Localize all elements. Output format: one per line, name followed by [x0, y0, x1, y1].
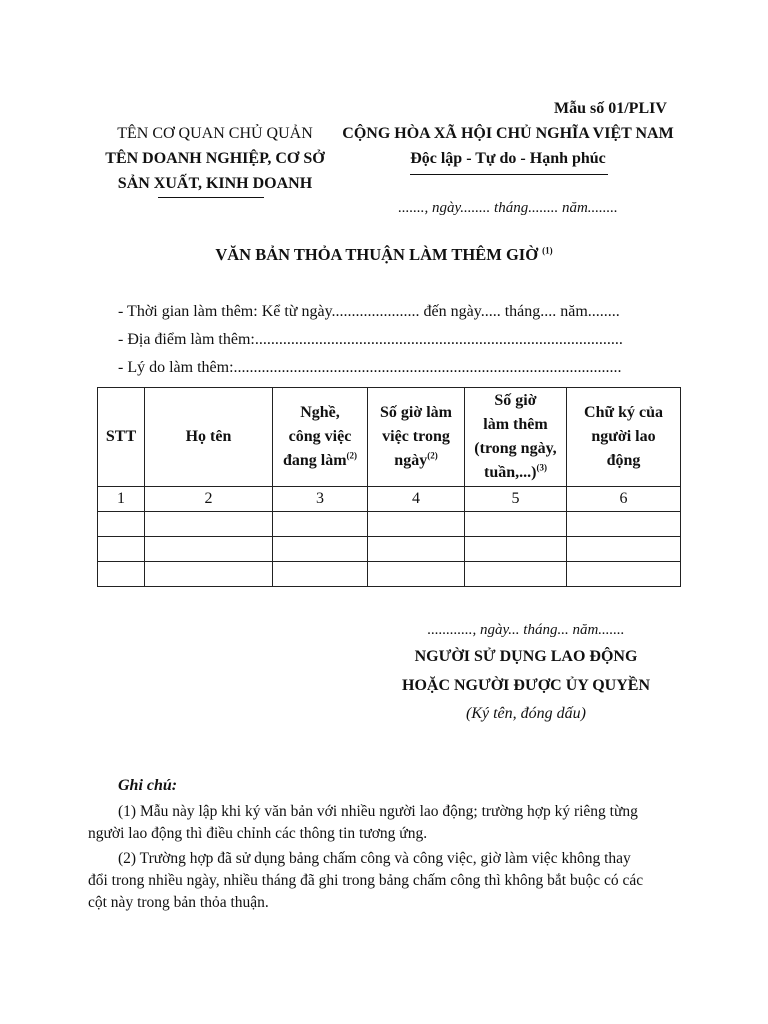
numbering-cell: 3 [273, 487, 368, 512]
header-occupation-line2: công việc [288, 428, 352, 445]
field-location: - Địa điểm làm thêm:............................................................................................ [118, 331, 623, 348]
header-occupation-line1: Nghề, [300, 404, 340, 421]
header-overtime-line2: làm thêm [483, 416, 548, 433]
document-title [0, 245, 768, 265]
table-header-row [98, 388, 681, 487]
table-cell[interactable] [368, 512, 465, 537]
notes-heading: Ghi chú: [118, 777, 178, 794]
header-occupation [273, 388, 368, 487]
table-cell[interactable] [567, 512, 681, 537]
table-cell[interactable] [273, 562, 368, 587]
table-cell[interactable] [567, 562, 681, 587]
header-occupation-footnote: (2) [346, 450, 358, 461]
numbering-cell: 6 [567, 487, 681, 512]
table-cell[interactable] [368, 562, 465, 587]
table-row [98, 512, 681, 537]
header-overtime-hours [465, 388, 567, 487]
form-code: Mẫu số 01/PLIV [554, 100, 667, 117]
table-cell[interactable] [145, 537, 273, 562]
header-overtime-line1: Số giờ [494, 392, 537, 409]
header-stt: STT [98, 388, 145, 487]
table-cell[interactable] [98, 562, 145, 587]
header-work-hours-line3 [368, 449, 464, 473]
signature-title-line1: NGƯỜI SỬ DỤNG LAO ĐỘNG [414, 648, 638, 665]
header-work-hours-footnote: (2) [427, 450, 438, 461]
field-time: - Thời gian làm thêm: Kể từ ngày...................... đến ngày..... tháng.... năm........ [118, 303, 620, 320]
header-signature-line3: động [606, 452, 641, 469]
header-work-hours-line2: việc trong [382, 428, 450, 445]
header-name: Họ tên [145, 388, 273, 487]
motto-underline [410, 174, 608, 175]
enterprise-name-line2: SẢN XUẤT, KINH DOANH [117, 175, 313, 192]
numbering-cell: 5 [465, 487, 567, 512]
title-footnote-ref: (1) [542, 245, 553, 256]
table-cell[interactable] [465, 512, 567, 537]
table-cell[interactable] [273, 537, 368, 562]
numbering-cell: 2 [145, 487, 273, 512]
field-reason: - Lý do làm thêm:................................................................................................. [118, 359, 622, 376]
header-overtime-line3: (trong ngày, [474, 440, 557, 457]
note1-line2: người lao động thì điều chỉnh các thông tin tương ứng. [88, 825, 428, 842]
header-occupation-line3 [273, 449, 367, 473]
numbering-cell: 4 [368, 487, 465, 512]
table-cell[interactable] [465, 562, 567, 587]
table-cell[interactable] [98, 537, 145, 562]
header-signature-line1: Chữ ký của [584, 404, 663, 421]
table-cell[interactable] [368, 537, 465, 562]
table-numbering-row [98, 487, 681, 512]
table-row [98, 562, 681, 587]
table-cell[interactable] [145, 512, 273, 537]
signature-instruction: (Ký tên, đóng dấu) [466, 705, 586, 722]
header-signature-line2: người lao [591, 428, 656, 445]
agency-name: TÊN CƠ QUAN CHỦ QUẢN [117, 125, 313, 142]
document-title-text: VĂN BẢN THỎA THUẬN LÀM THÊM GIỜ [215, 245, 539, 264]
national-title: CỘNG HÒA XÃ HỘI CHỦ NGHĨA VIỆT NAM [342, 125, 674, 142]
header-overtime-line4 [465, 461, 566, 485]
header-work-hours-line1: Số giờ làm [380, 404, 452, 421]
national-motto: Độc lập - Tự do - Hạnh phúc [410, 150, 606, 167]
note2-line1: (2) Trường hợp đã sử dụng bảng chấm công và công việc, giờ làm việc không thay [118, 850, 631, 867]
header-signature [567, 388, 681, 487]
header-occupation-line3-text: đang làm [282, 452, 347, 469]
enterprise-name-line1: TÊN DOANH NGHIỆP, CƠ SỞ [105, 150, 325, 167]
note2-line2: đổi trong nhiều ngày, nhiều tháng đã ghi trong bảng chấm công thì không bắt buộc có các [88, 872, 644, 889]
table-cell[interactable] [465, 537, 567, 562]
note1-line1: (1) Mẫu này lập khi ký văn bản với nhiều người lao động; trường hợp ký riêng từng [118, 803, 638, 820]
note2-line3: cột này trong bản thỏa thuận. [88, 894, 269, 911]
left-header-underline [158, 197, 264, 198]
header-overtime-line4-text: tuần,...) [484, 464, 537, 481]
table-cell[interactable] [273, 512, 368, 537]
table-cell[interactable] [98, 512, 145, 537]
table-row [98, 537, 681, 562]
table-cell[interactable] [145, 562, 273, 587]
header-work-hours-line3-text: ngày [394, 452, 428, 469]
overtime-table [97, 387, 681, 587]
table-cell[interactable] [567, 537, 681, 562]
signature-date: ............, ngày... tháng... năm....... [427, 622, 625, 638]
header-overtime-footnote: (3) [536, 462, 547, 473]
numbering-cell: 1 [98, 487, 145, 512]
header-date-line: ......., ngày........ tháng........ năm........ [398, 200, 618, 216]
header-work-hours [368, 388, 465, 487]
signature-title-line2: HOẶC NGƯỜI ĐƯỢC ỦY QUYỀN [402, 677, 650, 694]
